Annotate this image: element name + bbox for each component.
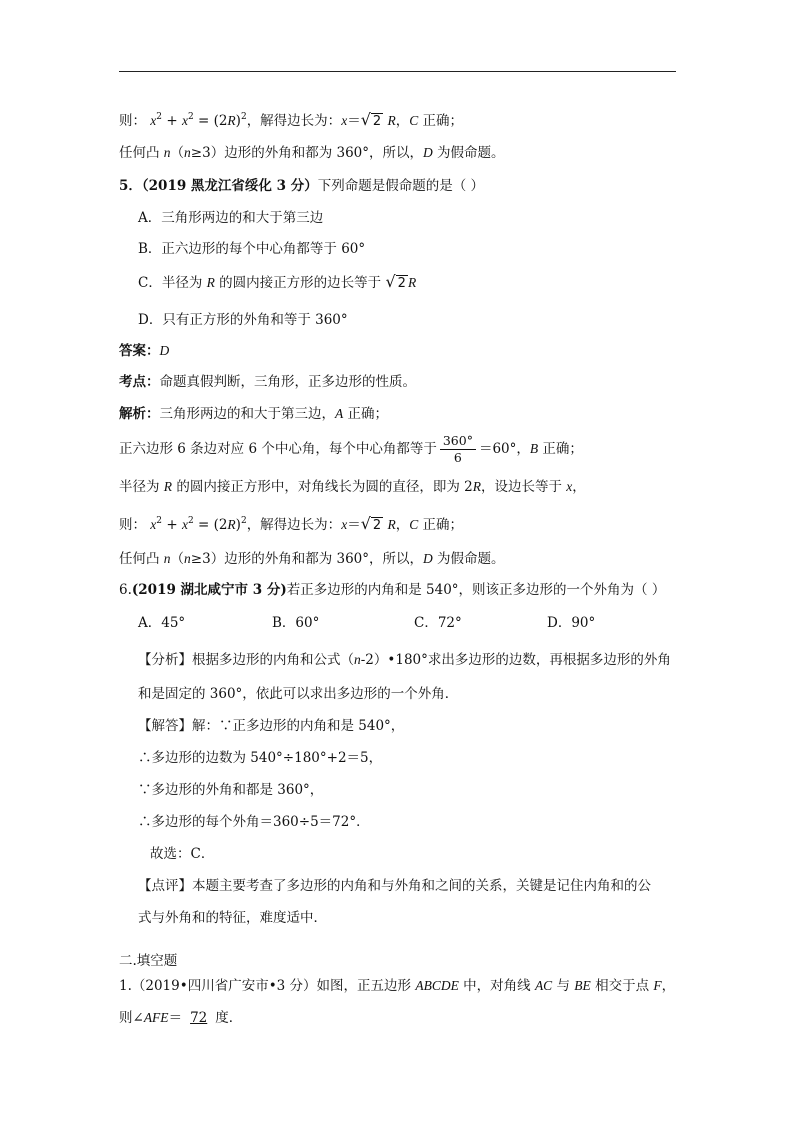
option-d: D．只有正方形的外角和等于 360° (138, 312, 348, 328)
question-text: 下列命题是假命题的是（ ） (317, 178, 485, 194)
text-line-repeat: 任何凸 n（n≥3）边形的外角和都为 360°，所以，D 为假命题。 (119, 551, 505, 567)
text: 则： (119, 113, 146, 129)
solution-line-4: ∴多边形的每个外角＝360÷5＝72°． (138, 814, 370, 830)
comment-line-1: 【点评】本题主要考查了多边形的内角和与外角和之间的关系，关键是记住内角和的公 (138, 878, 651, 894)
analysis-line-hexagon: 正六边形 6 条边对应 6 个中心角，每个中心角都等于 $\frac{360^\circ}{6}$ ＝60°，B 正确； (119, 433, 583, 465)
question-number: 5． (119, 178, 142, 194)
comment-line-2: 式与外角和的特征，难度适中． (138, 910, 327, 926)
section-heading: 二.填空题 (119, 953, 178, 969)
analysis-label: 解析： (119, 406, 160, 422)
option-b: B．正六边形的每个中心角都等于 60° (138, 241, 366, 257)
text: （ (170, 145, 185, 161)
knowledge-point-line (119, 372, 416, 392)
text: + (162, 113, 182, 129)
exponent: 2 (187, 112, 194, 122)
text: = (2 (193, 113, 228, 129)
exponent: 2 (156, 112, 163, 122)
text: 为假命题。 (432, 145, 505, 161)
var-r: R (387, 113, 396, 128)
text-line-2 (119, 143, 505, 163)
sqrt-2: √ 2 (360, 514, 382, 533)
question-6 (119, 580, 665, 600)
fill-question-1: 1.（2019•四川省广安市•3 分）如图，正五边形 ABCDE 中，对角线 AC 与 BE 相交于点 F， (119, 978, 676, 994)
var-x: x (341, 113, 348, 128)
option-c: C．半径为 R 的圆内接正方形的边长等于 √ 2 R (138, 272, 416, 294)
header-rule (119, 71, 676, 72)
solution-line-2: ∴多边形的边数为 540°÷180°+2＝5， (138, 750, 383, 766)
text: ， (395, 113, 410, 129)
option-d: D．90° (547, 615, 596, 631)
text: 正确； (422, 113, 464, 129)
fraction-360-6: $\frac{360^\circ}{6}$ (440, 433, 476, 466)
var-d: D (423, 145, 433, 160)
analysis-line-square: 半径为 R 的圆内接正方形中，对角线长为圆的直径，即为 2R，设边长等于 x， (119, 479, 586, 495)
question-source: (2019 湖北咸宁市 3 分) (131, 582, 287, 598)
option-a: A．45° (138, 615, 186, 631)
answer-line (119, 341, 169, 361)
solution-choice: 故选：C． (150, 846, 215, 862)
answer-label: 答案： (119, 343, 160, 359)
analysis-paragraph-2: 和是固定的 360°，依此可以求出多边形的一个外角． (138, 686, 459, 702)
var-n: n (163, 145, 171, 160)
equation-line-1 (119, 110, 463, 133)
sqrt-2: √ 2 (385, 272, 406, 291)
text: ≥3）边形的外角和都为 360°，所以， (190, 145, 424, 161)
question-text: 若正多边形的内角和是 540°，则该正多边形的一个外角为（ ） (286, 582, 666, 598)
solution-line-1: 【解答】解：∵正多边形的内角和是 540°， (138, 718, 405, 734)
question-number: 6. (119, 582, 132, 598)
knowledge-label: 考点： (119, 374, 160, 390)
text: ) (235, 113, 241, 129)
sqrt-2: √ 2 (360, 110, 382, 129)
question-source: （2019 黑龙江省绥化 3 分） (141, 178, 318, 194)
question-5 (119, 176, 484, 196)
var-x: x (150, 113, 157, 128)
option-a: A．三角形两边的和大于第三边 (138, 210, 324, 226)
option-c: C．72° (414, 615, 462, 631)
option-b: B．60° (272, 615, 320, 631)
var-r: R (227, 113, 236, 128)
analysis-line: 解析：三角形两边的和大于第三边，A 正确； (119, 406, 389, 422)
fill-question-1-answer: 则∠AFE＝ 72 度． (119, 1010, 243, 1026)
text: ＝ (347, 113, 361, 129)
solution-line-3: ∵多边形的外角和都是 360°， (138, 782, 324, 798)
answer-value: D (159, 343, 170, 358)
equation-line-repeat: 则： $x^2 + x^2 = (2R)^2$，解得边长为：x＝√ 2 R，C 正确； (119, 514, 463, 537)
text: 任何凸 (119, 145, 164, 161)
exponent: 2 (240, 112, 247, 122)
text: ，解得边长为： (246, 113, 342, 129)
knowledge-text: 命题真假判断，三角形，正多边形的性质。 (159, 374, 416, 390)
fill-answer: 72 (190, 1010, 208, 1026)
var-c: C (409, 113, 419, 128)
analysis-paragraph-1: 【分析】根据多边形的内角和公式（n-2）•180°求出多边形的边数，再根据多边形的外角 (138, 652, 671, 668)
var-x: x (181, 113, 188, 128)
var-n: n (184, 145, 191, 160)
